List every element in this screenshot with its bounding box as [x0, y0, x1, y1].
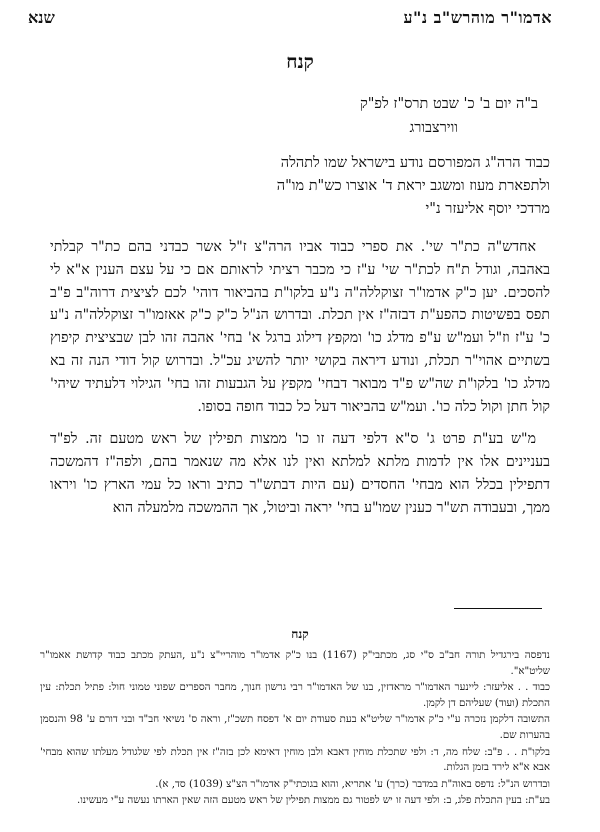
addressee-line: מרדכי יוסף אליעזר נ"י — [425, 201, 550, 217]
running-header — [28, 8, 572, 32]
body-paragraph: מ"ש בע"ת פרט ג' ס"א דלפי דעה זו כו' ממצות תפילין של ראש מטעם זה. לפ"ד בעניינים אלו אין לדמות מלתא למלתא ואין לנו אלא מה שנאמר בהם, ולפה"ז דהמשכה דתפילין בכלל הוא מבחי' החסדים (עם היות דבתש"ר כתיב וראו כל עמי הארץ כו' ויראו ממך, ובעבודה תש"ר כענין שמו"ע בחי' יראה וביטול, אך ההמשכה מלמעלה הוא — [50, 431, 550, 516]
footnote: התשובה דלקמן נזכרה ע"י כ"ק אדמו"ר שליט"א בעת סעודת יום א' דפסח תשכ"ז, וראה ס' נשיאי חב"ד ובני דורם ע' 98 והנסמן בהערות שם. — [40, 714, 551, 741]
body-paragraph: אחדש"ה כת"ר שי'. את ספרי כבוד אביו הרה"צ ז"ל אשר כבדני בהם כת"ר קבלתי באהבה, וגודל ת"ח לכת"ר שי' ע"ז כי מכבר רציתי לראותם אם כי על עצם הענין א"א לי להסכים. יען כ"ק אדמו"ר זצוקללה"ה נ"ע בלקו"ת בהביאור דוהי' לכם לציצית דרוה"ב פ"ב תפס בפשיטות כהפע"ת דבזה"ז אין תכלת. ובדרוש הנ"ל כ"ק כ"ק אאזמו"ר זצוקללה"ה נ"ע כ' ע"ז וז"ל ועמ"ש ע"פ מדלג כו' ומקפץ דילוג ברגל א' בחי' אהבה זהו לבן שבציצית קיפוץ בשתיים אהוי"ר תכלת, ונודע דיראה בקושי יותר להשיג עכ"ל. ובדרוש קול דודי הנה זה בא מדלג כו' בלקו"ת שה"ש פ"ד מבואר דבחי' מקפץ על הגבעות זהו בחי' הגילוי דלעתיד שיהי' קול חתן וקול כלה כו'. ועמ"ש בהביאור דעל כל כבוד חופה בסופו. — [50, 239, 550, 415]
page-number: שנא — [28, 8, 55, 27]
footnote: ובדרוש הנ"ל: נדפס באוה"ת במדבר (כרך) ע' אתריא, והוא בגוכתי"ק אדמו"ר הצ"צ (1039) סד, א). — [155, 778, 550, 790]
letter-number: קנח — [286, 51, 314, 73]
addressee-line: כבוד הרה"ג המפורסם נודע בישראל שמו לתהלה — [280, 155, 550, 171]
addressee-line: ולתפארת מעוז ומשגב יראת ד' אוצרו כש"ת מו"ה — [276, 178, 550, 194]
dateline-date: ב"ה יום ב' כ' שבט תרס"ז לפ"ק — [359, 96, 538, 112]
letter-body — [50, 236, 550, 530]
footnote: כבוד . . אליעזר: ליינער האדמו"ר מראדזין, בנו של האדמו"ר רבי גרשון חנוך, מחבר הספרים שפוני טמוני חול: פתיל תכלת: עין התכלת (ועוד) שעליהם דן לקמן. — [40, 682, 550, 709]
footnote-divider — [454, 608, 542, 609]
running-title: אדמו"ר מוהרש"ב נ"ע — [403, 8, 552, 27]
dateline-place: ווירצבורג — [409, 120, 458, 136]
footnotes — [40, 648, 550, 810]
footnote: נדפסה בירגדיל תורה חב"ב ס"י סג, מכתבי"ק (1167) בנו כ"ק אדמו"ר מוהריי"צ נ"ע ,העתק מכתב כבוד קדושת אאמו"ר שליט"א". — [40, 650, 550, 677]
footnote-heading: קנח — [291, 627, 309, 641]
footnote: בלקו"ת . . פ"ב: שלח מה, ד: ולפי שתכלת מוחין דאבא ולבן מוחין דאימא לכן בזה"ז אין תכלת לפי שלגודל מעלתו שהוא מבחי' אבא א"א לירד בזמן הגלות. — [40, 746, 550, 774]
addressee — [80, 152, 550, 221]
dateline — [360, 92, 538, 140]
footnote: בע"ת: בעין התכלת פלג, ב: ולפי דעה זו יש לפטור גם ממצות תפילין של ראש מטעם הזה שאין הארתו נעשה ע"י מעשינו. — [76, 795, 550, 807]
